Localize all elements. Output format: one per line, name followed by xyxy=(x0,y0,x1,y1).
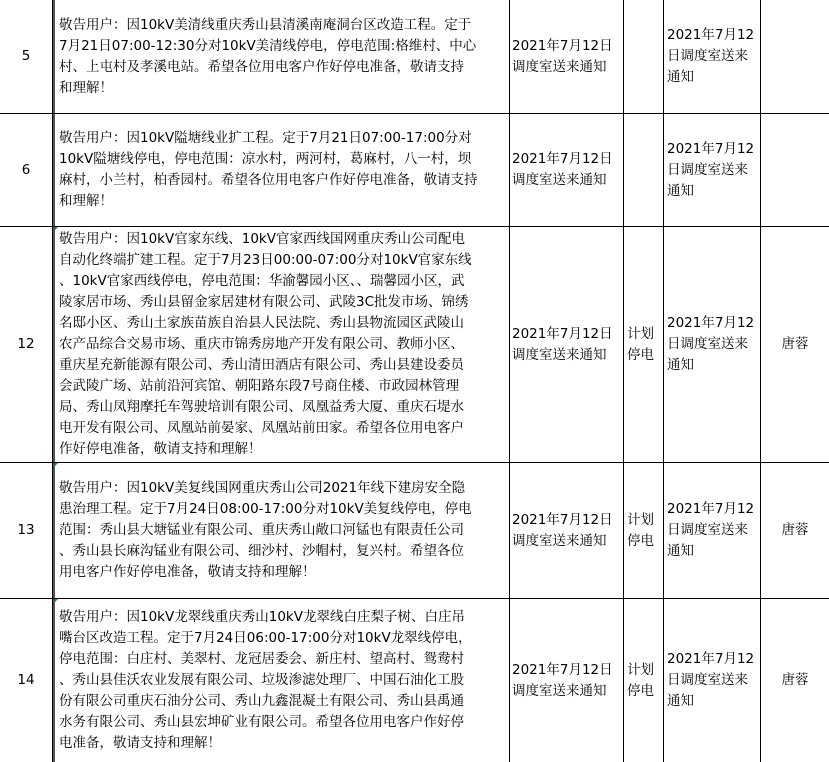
row-number: 12 xyxy=(0,227,53,462)
table-row[interactable] xyxy=(0,227,829,463)
outage-type: 计划 停电 xyxy=(624,599,664,762)
notice-text: 敬告用户：因10kV隘塘线业扩工程。定于7月21日07:00-17:00分对 10kV隘塘线停电，停电范围：凉水村，两河村，葛麻村，八一村，坝 麻村，小兰村，柏香园村。希望各位用电客户作好停电准备，敬请支持 和理解！ xyxy=(53,114,510,226)
table-row[interactable] xyxy=(0,0,829,114)
responsible-person: 唐蓉 xyxy=(781,336,809,352)
table-row[interactable] xyxy=(0,114,829,227)
notice-text: 敬告用户：因10kV官家东线、10kV官家西线国网重庆秀山公司配电 自动化终端扩建工程。定于7月23日00:00-07:00分对10kV官家东线 、10kV官家西线停电，停电范围：华渝馨园小区、、瑞馨园小区，武 陵家居市场、秀山县留金家居建材有限公司、武陵3C批发市场、锦绣 名邸小区、秀山土家族苗族自治县人民法院、秀山县物流园区武陵山 农产品综合交易市场、重庆市锦秀房地产开发有限公司、教师小区、 重庆星充新能源有限公司、秀山清田酒店有限公司、秀山县建设委员 会武陵广场、站前沿河宾馆、朝阳路东段7号商住楼、市政园林管理 局、秀山凤翔摩托车驾驶培训有限公司、凤凰益秀大厦、重庆石堤水 电开发有限公司、凤凰站前晏家、凤凰站前田家。希望各位用电客户 作好停电准备，敬请支持和理解！ xyxy=(53,227,510,462)
row-number: 13 xyxy=(0,463,53,598)
notice-text: 敬告用户：因10kV美复线国网重庆秀山公司2021年线下建房安全隐 患治理工程。定于7月24日08:00-17:00分对10kV美复线停电，停电 范围：秀山县大塘锰业有限公司、重庆秀山敞口河锰也有限责任公司 、秀山县长麻沟锰业有限公司、细沙村、沙帽村，复兴村。希望各位 用电客户作好停电准备，敬请支持和理解！ xyxy=(53,463,510,598)
responsible-person xyxy=(761,114,829,226)
table-row[interactable] xyxy=(0,599,829,762)
row-number: 5 xyxy=(0,0,53,113)
notice-date: 2021年7月12日 调度室送来通知 xyxy=(510,0,624,113)
row-number: 6 xyxy=(0,114,53,226)
notice-text: 敬告用户：因10kV美清线重庆秀山县清溪南庵洞台区改造工程。定于 7月21日07:00-12:30分对10kV美清线停电，停电范围:格维村、中心 村、上屯村及孝溪电站。希望各位用电客户作好停电准备，敬请支持 和理解！ xyxy=(53,0,510,113)
notice-record: 2021年7月12 日调度室送来 通知 xyxy=(664,227,761,462)
responsible-person: 唐蓉 xyxy=(781,672,809,688)
outage-type xyxy=(624,0,664,113)
responsible-person: 唐蓉 xyxy=(781,522,809,538)
notice-record: 2021年7月12 日调度室送来 通知 xyxy=(664,0,761,113)
notice-date: 2021年7月12日 调度室送来通知 xyxy=(510,227,624,462)
row-number: 14 xyxy=(0,599,53,762)
notice-date: 2021年7月12日 调度室送来通知 xyxy=(510,463,624,598)
outage-type xyxy=(624,114,664,226)
notice-date: 2021年7月12日 调度室送来通知 xyxy=(510,114,624,226)
table-row[interactable] xyxy=(0,463,829,599)
notice-text: 敬告用户：因10kV龙翠线重庆秀山10kV龙翠线白庄梨子树、白庄吊 嘴台区改造工程。定于7月24日06:00-17:00分对10kV龙翠线停电， 停电范围：白庄村、美翠村、龙冠居委会、新庄村、望高村、鸳鸯村 、秀山县佳沃农业发展有限公司、垃圾渗滤处理厂、中国石油化工股 份有限公司重庆石油分公司、秀山九鑫混凝土有限公司、秀山县禹通 水务有限公司、秀山县宏坤矿业有限公司。希望各位用电客户作好停 电准备，敬请支持和理解！ xyxy=(53,599,510,762)
notice-record: 2021年7月12 日调度室送来 通知 xyxy=(664,114,761,226)
outage-type: 计划 停电 xyxy=(624,227,664,462)
responsible-person xyxy=(761,0,829,113)
outage-type: 计划 停电 xyxy=(624,463,664,598)
notice-record: 2021年7月12 日调度室送来 通知 xyxy=(664,463,761,598)
notice-record: 2021年7月12 日调度室送来 通知 xyxy=(664,599,761,762)
notice-date: 2021年7月12日 调度室送来通知 xyxy=(510,599,624,762)
